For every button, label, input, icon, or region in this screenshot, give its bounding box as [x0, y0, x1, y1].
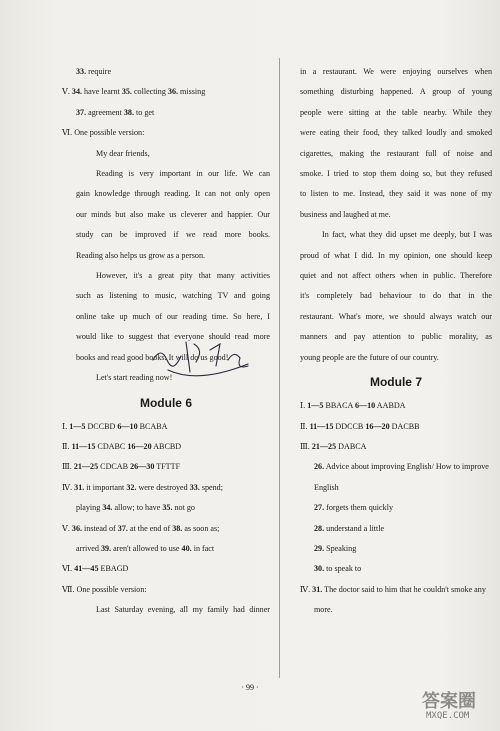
text-line — [300, 307, 492, 327]
answer-text: were destroyed — [136, 482, 190, 492]
text-line — [300, 478, 492, 498]
column-divider — [279, 58, 280, 678]
line-text: Ⅰ. — [300, 401, 308, 411]
text-line — [62, 225, 270, 245]
question-number: 31. — [312, 584, 323, 594]
text-line — [62, 307, 270, 327]
line-text: Ⅵ. One possible version: — [62, 128, 145, 138]
question-number: 37. — [117, 523, 128, 533]
question-number: 36. — [71, 523, 83, 533]
question-number: 40. — [181, 543, 192, 553]
text-line — [300, 348, 492, 368]
answer-text: it important — [84, 482, 127, 492]
answer-text: collecting — [131, 87, 168, 97]
text-line — [300, 123, 492, 143]
question-number: 33. — [76, 67, 87, 76]
answer-text: allow; to have — [112, 503, 163, 513]
line-text: Ⅰ. — [62, 421, 70, 431]
question-number: 31. — [74, 482, 85, 492]
answer-text: at the end of — [127, 523, 173, 533]
text-line — [62, 539, 270, 559]
text-line — [62, 266, 270, 286]
line-text: quiet and not affect others when in public. Therefore — [300, 271, 492, 281]
answer-text: AABDA — [375, 401, 406, 411]
line-text: restaurant. What's more, we should always watch our — [300, 311, 492, 321]
text-line — [300, 600, 492, 620]
text-line — [62, 82, 270, 102]
answer-text: DCCBD — [85, 421, 118, 431]
line-text: such as listening to music, watching TV and going — [76, 291, 270, 301]
question-number: 21—25 — [73, 462, 99, 472]
text-line — [300, 205, 492, 225]
answer-text: The doctor said to him that he couldn't smoke any — [322, 584, 486, 594]
question-number: 34. — [102, 503, 113, 513]
text-line — [300, 246, 492, 266]
line-text: people were sitting at the table nearby. While they — [300, 107, 492, 117]
line-text: in a restaurant. We were enjoying ourselves when — [300, 67, 492, 76]
line-text: study can be improved if we read more books. — [76, 230, 270, 240]
line-text: My dear friends, — [96, 148, 150, 158]
question-number: 11—15 — [71, 441, 96, 451]
answer-text: BBACA — [323, 401, 355, 411]
line-text: business and laughed at me. — [300, 209, 391, 219]
left-column — [62, 62, 270, 621]
line-text: more. — [314, 605, 333, 615]
line-text: were eating their food, they talked loudly and smoked — [300, 128, 492, 138]
line-text: Ⅵ. — [62, 564, 75, 574]
answer-text: BCABA — [137, 421, 168, 431]
text-line — [62, 327, 270, 347]
answer-text: missing — [178, 87, 206, 97]
line-text: Ⅲ. — [62, 462, 74, 472]
question-number: 39. — [100, 543, 112, 553]
line-text: Let's start reading now! — [96, 373, 173, 383]
line-text: to listen to me. Instead, they said it was none of my — [300, 189, 492, 199]
question-number: 11—15 — [309, 421, 334, 431]
module-title: Module 7 — [369, 375, 422, 390]
text-line — [62, 559, 270, 579]
text-line — [62, 580, 270, 600]
question-number: 26—30 — [130, 462, 155, 472]
line-text: cigarettes, making the restaurant full of noise and — [300, 148, 492, 158]
answer-text: Speaking — [324, 543, 357, 553]
question-number: 35. — [162, 503, 173, 513]
text-line — [300, 437, 492, 457]
text-line — [62, 123, 270, 143]
line-text: Ⅴ. — [62, 523, 72, 533]
text-line — [62, 205, 270, 225]
line-text: something disturbing happened. A group of young — [300, 87, 492, 97]
line-text: Ⅴ. — [62, 87, 72, 97]
answer-text: have learnt — [82, 87, 122, 97]
line-text: However, it's a great pity that many activities — [96, 271, 270, 281]
answer-text: spend; — [199, 482, 223, 492]
line-text: Ⅶ. One possible version: — [62, 584, 147, 594]
watermark-logo: 答案圈 MXQE.COM — [422, 691, 476, 721]
line-text: In fact, what they did upset me deeply, but I was — [322, 230, 492, 240]
text-line — [300, 164, 492, 184]
line-text: Last Saturday evening, all my family had dinner — [96, 605, 270, 615]
line-text: young people are the future of our country. — [300, 352, 439, 362]
text-line — [300, 286, 492, 306]
text-line — [62, 144, 270, 164]
question-number: 37. — [76, 107, 87, 117]
answer-text: Advice about improving English/ How to improve — [324, 462, 489, 472]
text-line — [300, 327, 492, 347]
text-line — [62, 164, 270, 184]
question-number: 36. — [167, 87, 179, 97]
line-text: books and read good books. It will do us good! — [76, 352, 229, 362]
question-number: 38. — [172, 523, 183, 533]
line-text: would like to suggest that everyone should read more — [76, 332, 270, 342]
line-text: Ⅱ. — [300, 421, 310, 431]
text-line — [62, 348, 270, 368]
question-number: 6—10 — [354, 401, 376, 411]
text-line — [62, 417, 270, 437]
text-line — [300, 457, 492, 477]
question-number: 35. — [121, 87, 132, 97]
text-line — [300, 417, 492, 437]
answer-text: CDABC — [95, 441, 128, 451]
answer-text: forgets them quickly — [324, 503, 393, 513]
question-number: 28. — [314, 523, 325, 533]
line-text: require — [86, 67, 112, 76]
answer-text: understand a little — [324, 523, 385, 533]
question-number: 16—20 — [127, 441, 152, 451]
text-line — [300, 559, 492, 579]
question-number: 6—10 — [117, 421, 138, 431]
line-text: Ⅳ. — [300, 584, 313, 594]
line-text: Ⅱ. — [62, 441, 72, 451]
answer-text: aren't allowed to use — [111, 543, 182, 553]
text-line — [62, 184, 270, 204]
text-line — [300, 266, 492, 286]
text-line — [62, 437, 270, 457]
text-line — [62, 62, 270, 82]
page-number: · 99 · — [241, 683, 259, 692]
question-number: 1—5 — [69, 421, 86, 431]
answer-text: not go — [172, 503, 195, 513]
question-number: 41—45 — [74, 564, 99, 574]
answer-text: DACBB — [389, 421, 420, 431]
question-number: 21—25 — [311, 441, 337, 451]
answer-text: playing — [76, 503, 103, 513]
answer-text: to speak to — [324, 564, 362, 574]
answer-text: CDCAB — [98, 462, 131, 472]
answer-text: TFTTF — [154, 462, 181, 472]
line-text: Reading also helps us grow as a person. — [76, 250, 206, 260]
text-line — [300, 225, 492, 245]
question-number: 29. — [314, 543, 325, 553]
question-number: 1—5 — [307, 401, 324, 411]
question-number: 38. — [123, 107, 134, 117]
question-number: 33. — [189, 482, 200, 492]
question-number: 32. — [126, 482, 137, 492]
text-line — [62, 103, 270, 123]
line-text: online take up much of our reading time. So here, I — [76, 311, 270, 321]
answer-text: EBAGD — [98, 564, 129, 574]
line-text: manners and pay attention to public morality, as — [300, 332, 492, 342]
text-line — [62, 519, 270, 539]
text-line — [300, 498, 492, 518]
question-number: 26. — [314, 462, 325, 472]
text-line — [300, 519, 492, 539]
answer-text: ABCBD — [151, 441, 182, 451]
text-line — [300, 62, 492, 82]
question-number: 34. — [71, 87, 83, 97]
line-text: our minds but also make us cleverer and happier. Our — [76, 209, 270, 219]
answer-text: in fact — [191, 543, 215, 553]
answer-text: as soon as; — [182, 523, 220, 533]
text-line — [300, 396, 492, 416]
text-line — [62, 368, 270, 388]
text-line — [62, 457, 270, 477]
text-line — [300, 144, 492, 164]
answer-text: to get — [134, 107, 155, 117]
text-line — [62, 478, 270, 498]
text-line — [62, 286, 270, 306]
text-line — [300, 82, 492, 102]
answer-text: agreement — [86, 107, 124, 117]
text-line — [62, 600, 270, 620]
question-number: 27. — [314, 503, 325, 513]
line-text: Ⅲ. — [300, 441, 312, 451]
text-line — [62, 246, 270, 266]
module-title: Module 6 — [139, 395, 192, 410]
text-line — [300, 184, 492, 204]
text-line — [300, 539, 492, 559]
line-text: English — [314, 482, 339, 492]
line-text: it's completely bad behaviour to do that in the — [300, 291, 492, 301]
line-text: smoke. I tried to stop them doing so, but they refused — [300, 169, 492, 179]
text-line — [300, 580, 492, 600]
answer-text: DDCCB — [333, 421, 366, 431]
line-text: Reading is very important in our life. We can — [96, 169, 270, 179]
answer-text: instead of — [82, 523, 118, 533]
question-number: 30. — [314, 564, 325, 574]
right-column — [300, 62, 492, 621]
text-line — [62, 498, 270, 518]
line-text: proud of what I did. In my opinion, one should keep — [300, 250, 492, 260]
text-line — [300, 103, 492, 123]
line-text: gain knowledge through reading. It can not only open — [76, 189, 270, 199]
question-number: 16—20 — [365, 421, 390, 431]
answer-text: DABCA — [336, 441, 367, 451]
line-text: Ⅳ. — [62, 482, 75, 492]
answer-text: arrived — [76, 543, 101, 553]
